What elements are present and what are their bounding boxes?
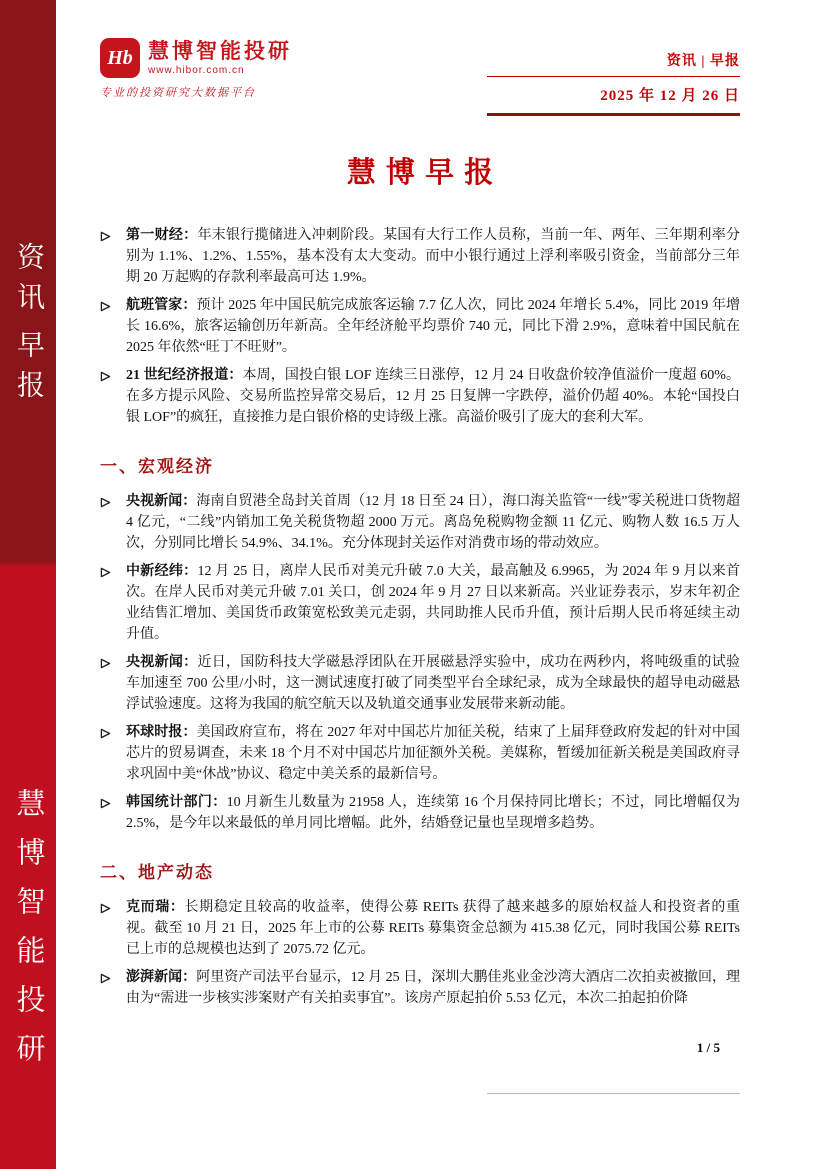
news-source: 克而瑞： <box>126 900 185 915</box>
news-item <box>100 365 740 428</box>
report-category: 资讯 | 早报 <box>666 54 740 69</box>
news-item <box>100 491 740 554</box>
header-thin-rule <box>487 76 740 77</box>
news-item <box>100 792 740 834</box>
news-item-text <box>126 365 740 428</box>
logo-url: www.hibor.com.cn <box>148 65 245 77</box>
news-item-text <box>126 722 740 785</box>
bullet-arrow-icon <box>100 652 126 715</box>
report-body <box>100 150 740 1016</box>
bullet-arrow-icon <box>100 561 126 645</box>
news-item <box>100 967 740 1009</box>
news-body: 长期稳定且较高的收益率，使得公募 REITs 获得了越来越多的原始权益人和投资者的重视。截至 10 月 21 日，2025 年上市的公募 REITs 募集资金总额为 415.38 亿元，同时我国公募 REITs 已上市的总规模也达到了 2075.72 亿元。 <box>126 900 740 957</box>
news-item-text <box>126 792 740 834</box>
news-source: 环球时报： <box>126 725 197 740</box>
footer-rule <box>487 1093 740 1094</box>
bullet-arrow-icon <box>100 967 126 1009</box>
logo-text-block <box>148 40 292 76</box>
news-item-text <box>126 561 740 645</box>
sidebar-vertical-text-category: 资讯 <box>13 242 44 322</box>
news-body: 美国政府宣布，将在 2027 年对中国芯片加征关税，结束了上届拜登政府发起的针对中国芯片的贸易调查，未来 18 个月不对中国芯片加征额外关税。美媒称，暂缓加征新关税是美国政府寻求巩固中美“休战”协议、稳定中美关系的最新信号。 <box>126 725 741 782</box>
bullet-arrow-icon <box>100 295 126 358</box>
sidebar-vertical-text-brand: 慧博智能投研 <box>12 788 45 1082</box>
logo-name: 慧博智能投研 <box>148 38 292 63</box>
bullet-arrow-icon <box>100 225 126 288</box>
news-item-text <box>126 897 740 960</box>
news-item <box>100 295 740 358</box>
news-source: 21 世纪经济报道： <box>126 368 243 383</box>
bullet-arrow-icon <box>100 792 126 834</box>
news-item <box>100 561 740 645</box>
news-body: 近日，国防科技大学磁悬浮团队在开展磁悬浮实验中，成功在两秒内，将吨级重的试验车加速至 700 公里/小时，这一测试速度打破了同类型平台全球纪录，成为全球最快的超导电动磁悬浮试验速度。这将为我国的航空航天以及轨道交通事业发展带来新动能。 <box>126 655 741 712</box>
news-item <box>100 722 740 785</box>
bullet-arrow-icon <box>100 897 126 960</box>
section-heading-macro: 一、宏观经济 <box>100 457 214 476</box>
section-heading-realestate: 二、地产动态 <box>100 863 214 882</box>
bullet-arrow-icon <box>100 491 126 554</box>
news-item-text <box>126 491 740 554</box>
news-item-text <box>126 225 740 288</box>
news-body: 年末银行揽储进入冲刺阶段。某国有大行工作人员称，当前一年、两年、三年期利率分别为 1.1%、1.2%、1.55%，基本没有太大变动。而中小银行通过上浮利率吸引资金，当前部分三年期 20 万起购的存款利率最高可达 1.9%。 <box>126 228 741 285</box>
news-item-text <box>126 967 740 1009</box>
news-source: 央视新闻： <box>126 494 197 509</box>
news-body: 预计 2025 年中国民航完成旅客运输 7.7 亿人次，同比 2024 年增长 5.4%，同比 2019 年增长 16.6%，旅客运输创历年新高。全年经济舱平均票价 740 元，同比下滑 2.9%，意味着中国民航在 2025 年依然“旺丁不旺财”。 <box>126 298 740 355</box>
bullet-arrow-icon <box>100 365 126 428</box>
header-right <box>487 50 740 116</box>
logo-icon: Hb <box>100 38 140 78</box>
news-source: 航班管家： <box>126 298 197 313</box>
news-body: 阿里资产司法平台显示，12 月 25 日，深圳大鹏佳兆业金沙湾大酒店二次拍卖被撤回，理由为“需进一步核实涉案财产有关拍卖事宜”。该房产原起拍价 5.53 亿元，本次二拍起拍价降 <box>126 970 741 1006</box>
brand-logo <box>100 38 360 100</box>
report-date: 2025 年 12 月 26 日 <box>600 88 740 104</box>
page-number: 1 / 5 <box>696 1040 720 1055</box>
news-item-text <box>126 295 740 358</box>
news-source: 中新经纬： <box>126 564 198 579</box>
page-title: 慧博早报 <box>346 157 504 189</box>
news-source: 第一财经： <box>126 228 198 243</box>
news-body: 12 月 25 日，离岸人民币对美元升破 7.0 大关，最高触及 6.9965，为 2024 年 9 月以来首次。在岸人民币对美元升破 7.01 关口，创 2024 年 9 月 27 日以来新高。兴业证券表示，岁末年初企业结售汇增加、美国货币政策宽松致美元走弱，共同助推人民币升值，预计后期人民币将延续主动升值。 <box>126 564 741 642</box>
news-body: 本周，国投白银 LOF 连续三日涨停，12 月 24 日收盘价较净值溢价一度超 60%。在多方提示风险、交易所监控异常交易后，12 月 25 日复牌一字跌停，溢价仍超 40%。本轮“国投白银 LOF”的疯狂，直接推力是白银价格的史诗级上涨。高溢价吸引了庞大的套利大军。 <box>126 368 741 425</box>
sidebar-vertical-text-category2: 早报 <box>13 330 44 410</box>
news-body: 海南自贸港全岛封关首周（12 月 18 日至 24 日），海口海关监管“一线”零关税进口货物超 4 亿元，“二线”内销加工免关税货物超 2000 万元。离岛免税购物金额 11 亿元、购物人数 16.5 万人次，分别同比增长 54.9%、34.1%。充分体现封关运作对消费市场的带动效应。 <box>126 494 740 551</box>
header-thick-rule <box>487 113 740 116</box>
left-red-sidebar <box>0 0 56 1169</box>
news-item <box>100 897 740 960</box>
news-item <box>100 652 740 715</box>
news-item <box>100 225 740 288</box>
logo-row <box>100 38 360 78</box>
news-source: 韩国统计部门： <box>126 795 227 810</box>
news-body: 10 月新生儿数量为 21958 人，连续第 16 个月保持同比增长；不过，同比增幅仅为 2.5%，是今年以来最低的单月同比增幅。此外，结婚登记量也呈现增多趋势。 <box>126 795 741 831</box>
bullet-arrow-icon <box>100 722 126 785</box>
news-item-text <box>126 652 740 715</box>
news-source: 央视新闻： <box>126 655 198 670</box>
news-source: 澎湃新闻： <box>126 970 197 985</box>
logo-tagline: 专业的投资研究大数据平台 <box>100 87 256 99</box>
